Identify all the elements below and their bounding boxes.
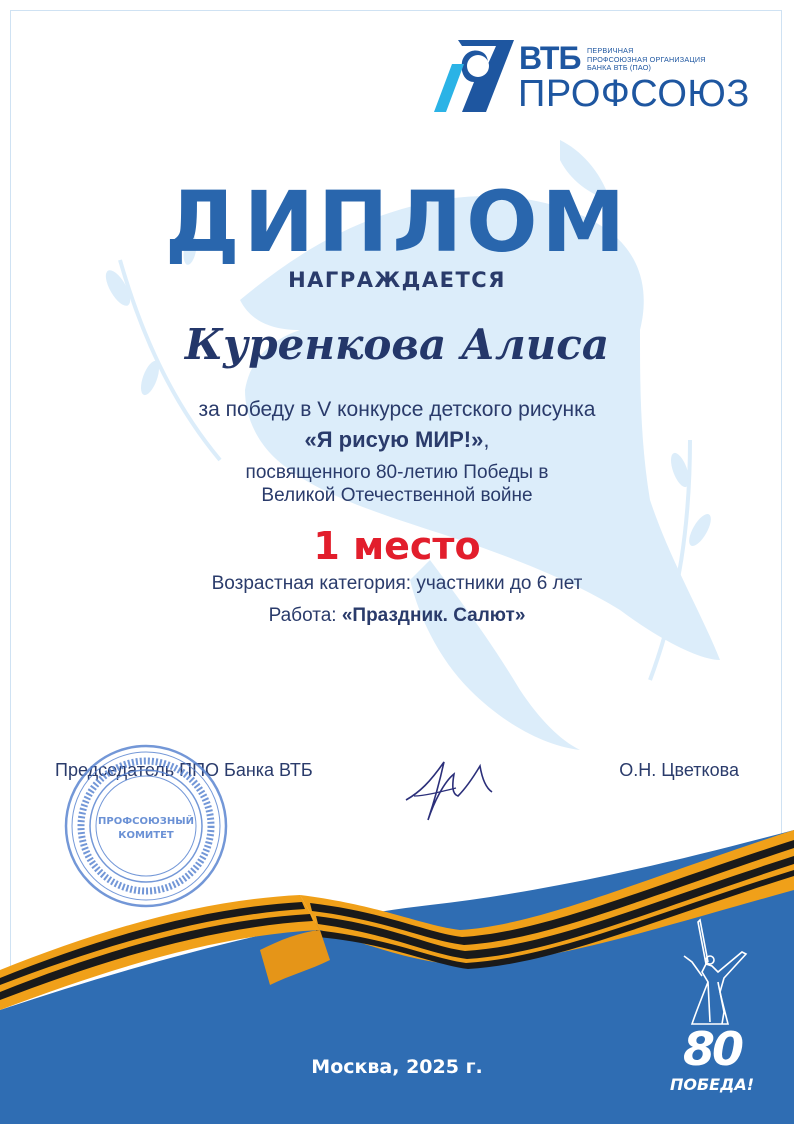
logo-org-line: ПЕРВИЧНАЯ: [587, 46, 634, 55]
badge-number: 80: [682, 1022, 741, 1076]
logo-union: ПРОФСОЮЗ: [518, 73, 750, 115]
handwritten-signature-icon: [400, 752, 500, 827]
place-label: 1 место: [313, 524, 481, 568]
diploma-title: ДИПЛОМ: [164, 173, 630, 271]
reason-line-4: Великой Отечественной войне: [261, 485, 533, 506]
awarded-label: НАГРАЖДАЕТСЯ: [288, 268, 506, 292]
badge-text: ПОБЕДА!: [669, 1075, 755, 1094]
chairman-position: Председатель ППО Банка ВТБ: [55, 760, 313, 780]
city-year: Москва, 2025 г.: [311, 1056, 483, 1078]
stamp-text: КОМИТЕТ: [118, 830, 174, 841]
reason-line-1: за победу в V конкурсе детского рисунка: [198, 398, 596, 421]
logo-brand: ВТБ: [519, 40, 581, 76]
age-category: Возрастная категория: участники до 6 лет: [211, 573, 583, 594]
logo-org-line: БАНКА ВТБ (ПАО): [587, 63, 652, 73]
union-stamp-icon: [62, 742, 230, 910]
reason-line-3: посвященного 80-летию Победы в: [245, 462, 549, 483]
logo-org-line: ПРОФСОЮЗНАЯ ОРГАНИЗАЦИЯ: [587, 54, 706, 64]
work-title: «Праздник. Салют»: [341, 605, 526, 626]
stamp-text: ПРОФСОЮЗНЫЙ: [98, 816, 194, 827]
signer-name: О.Н. Цветкова: [619, 760, 739, 780]
contest-comma: ,: [483, 427, 490, 452]
recipient-name: Куренкова Алиса: [184, 320, 610, 369]
contest-name: «Я рисую МИР!»: [304, 427, 484, 452]
work-label: Работа:: [268, 605, 342, 626]
